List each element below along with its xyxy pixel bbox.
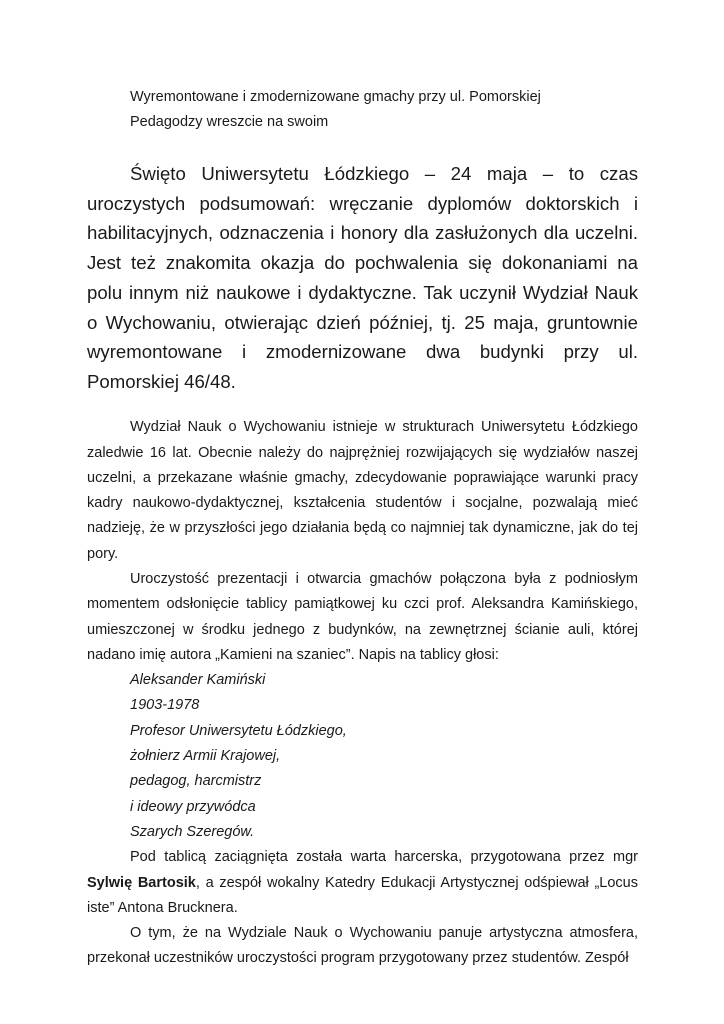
article-header bbox=[87, 0, 638, 135]
paragraph-ceremony: Uroczystość prezentacji i otwarcia gmachów połączona była z podniosłym momentem odsłonięcie tablicy pamiątkowej ku czci prof. Aleksandra Kamińskiego, umieszczonej w środku jednego z budynków, na zewnętrznej ścianie auli, której nadano imię autora „Kamieni na szaniec”. Napis na tablicy głosi: bbox=[87, 571, 638, 663]
plaque-inscription bbox=[87, 668, 638, 845]
lead-paragraph: Święto Uniwersytetu Łódzkiego – 24 maja – to czas uroczystych podsumowań: wręczanie dyplomów doktorskich i habilitacyjnych, odznaczenia i honory dla zasłużonych dla uczelni. Jest też znakomita okazja do pochwalenia się dokonaniami na polu innym niż naukowe i dydaktyczne. Tak uczynił Wydział Nauk o Wychowaniu, otwierając dzień później, tj. 25 maja, gruntownie wyremontowane i zmodernizowane dwa budynki przy ul. Pomorskiej 46/48. bbox=[87, 163, 638, 392]
honor-guard-text-start: Pod tablicą zaciągnięta została warta harcerska, przygotowana przez mgr bbox=[130, 849, 638, 866]
plaque-line: 1903-1978 bbox=[130, 697, 200, 714]
plaque-line: żołnierz Armii Krajowej, bbox=[130, 748, 281, 765]
plaque-line: Profesor Uniwersytetu Łódzkiego, bbox=[130, 722, 347, 739]
plaque-line: pedagog, harcmistrz bbox=[130, 773, 262, 790]
honor-guard-text-end: , a zespół wokalny Katedry Edukacji Artystycznej odśpiewał „Locus iste” Antona Brucknera. bbox=[87, 874, 638, 916]
plaque-line: Aleksander Kamiński bbox=[130, 672, 266, 689]
paragraph-faculty-history: Wydział Nauk o Wychowaniu istnieje w strukturach Uniwersytetu Łódzkiego zaledwie 16 lat. Obecnie należy do najprężniej rozwijających się wydziałów naszej uczelni, a przekazane właśnie gmachy, zdecydowanie poprawiające warunki pracy kadry naukowo-dydaktycznej, kształcenia studentów i socjalne, pozwalają mieć nadzieję, że w przyszłości jego działania będą co najmniej tak dynamiczne, jak do tej pory. bbox=[87, 419, 638, 562]
plaque-line: i ideowy przywódca bbox=[130, 798, 256, 815]
paragraph-honor-guard bbox=[87, 845, 638, 921]
paragraph-artistic-program: O tym, że na Wydziale Nauk o Wychowaniu panuje artystyczna atmosfera, przekonał uczestników uroczystości program przygotowany przez studentów. Zespół bbox=[87, 925, 638, 967]
article-headline: Pedagodzy wreszcie na swoim bbox=[130, 114, 329, 130]
article-kicker: Wyremontowane i zmodernizowane gmachy przy ul. Pomorskiej bbox=[130, 89, 541, 105]
person-name: Sylwię Bartosik bbox=[87, 874, 196, 891]
plaque-line: Szarych Szeregów. bbox=[130, 823, 255, 840]
